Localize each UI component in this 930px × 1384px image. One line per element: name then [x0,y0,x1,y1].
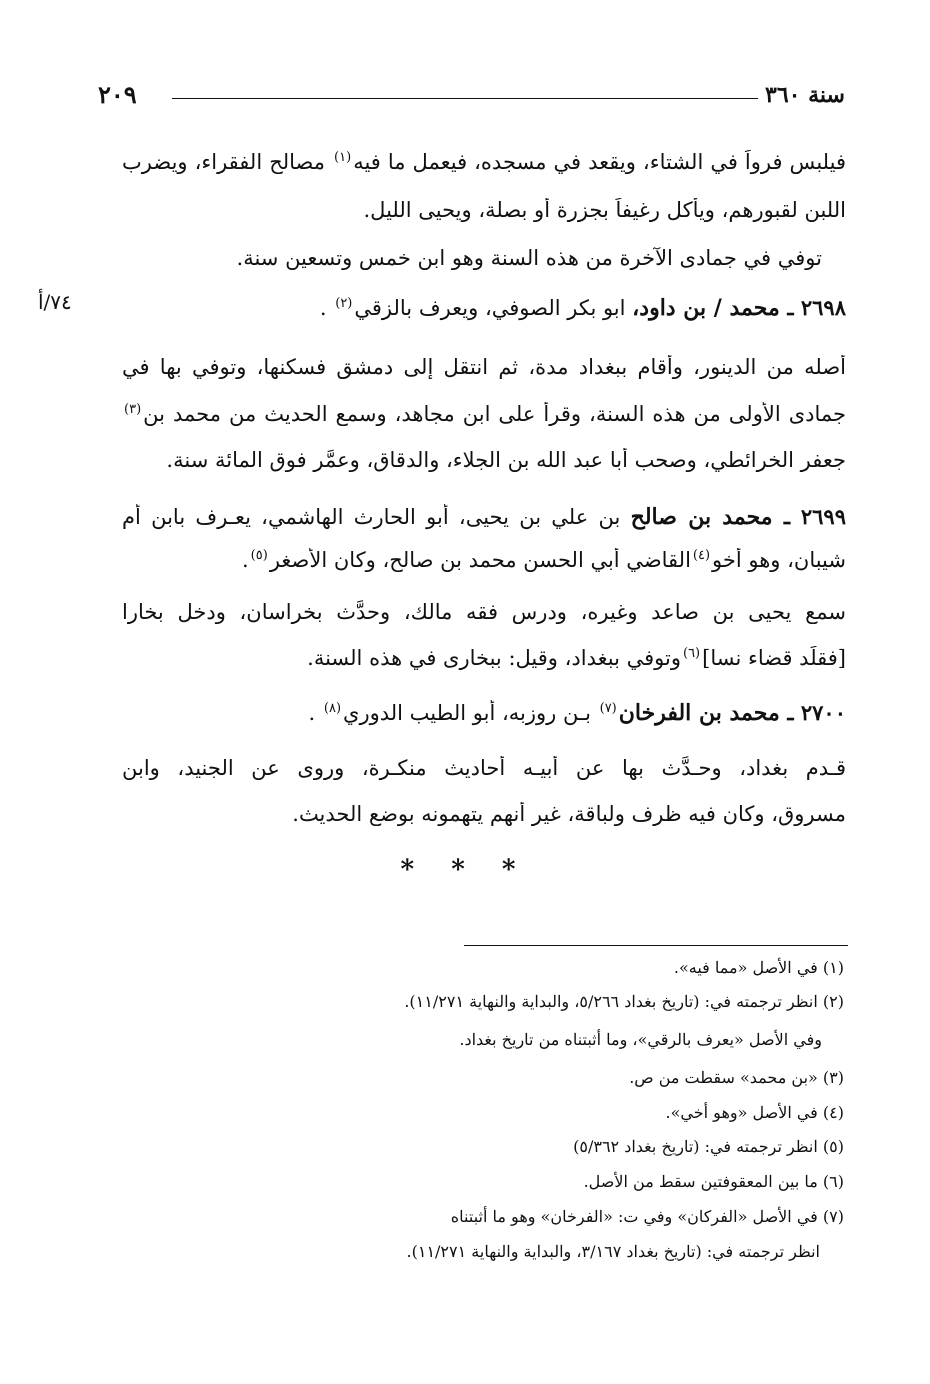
text-run: جمادى الأولى من هذه السنة، وقرأ على ابن مجاهد، وسمع الحديث من محمد بن [143,402,846,426]
text-run: القاضي أبي الحسن محمد بن صالح، وكان الأصغر [269,548,691,572]
footnote-3: (٣) «بن محمد» سقطت من ص. [629,1068,844,1087]
entry-number: ٢٦٩٩ ـ [783,504,846,529]
text-run: مصالح الفقراء، ويضرب [122,150,333,174]
text-run: شيبان، وهو أخو [712,548,846,572]
entry-name: محمد بن صالح [630,504,784,530]
footnote-1: (١) في الأصل «مما فيه». [673,958,844,977]
footnote-marker: (٣) [124,402,142,417]
footnote-6: (٦) ما بين المعقوفتين سقط من الأصل. [583,1172,844,1191]
footnote-7: (٧) في الأصل «الفركان» وفي ت: «الفرخان» وهو ما أثبتناه [450,1207,844,1226]
text-run: فيلبس فرواً في الشتاء، ويقعد في مسجده، فيعمل ما فيه [353,150,846,174]
text-line [122,402,846,426]
text-line [122,646,846,670]
footnote-marker: (٦) [682,646,701,661]
text-line: جعفر الخرائطي، وصحب أبا عبد الله بن الجلاء، والدقاق، وعمَّر فوق المائة سنة. [166,448,846,472]
entry-name: محمد بن الفرخان [618,700,788,726]
text-line [122,548,846,572]
text-run: ابو بكر الصوفي، ويعرف بالزقي [354,296,633,320]
header-rule [172,98,758,99]
footnote-marker: (٥) [250,548,268,563]
text-line: قـدم بغداد، وحـدَّث بها عن أبيـه أحاديث منكـرة، وروى عن الجنيد، وابن [122,756,846,780]
running-title: سنة ٣٦٠ [765,82,845,108]
text-run: . [308,701,322,725]
footnote-marker: (٨) [323,701,342,716]
entry-heading-2699 [122,504,846,530]
text-run: . [319,296,334,320]
entry-number: ٢٧٠٠ ـ [787,700,846,725]
text-run: وتوفي ببغداد، وقيل: ببخارى في هذه السنة. [307,646,681,670]
entry-number: ٢٦٩٨ ـ [787,295,846,320]
entry-heading-2698 [122,295,846,321]
margin-folio-note: ٧٤/أ [38,290,72,314]
footnote-marker: (١) [334,150,352,165]
text-line: توفي في جمادى الآخرة من هذه السنة وهو ابن خمس وتسعين سنة. [236,246,822,270]
footnote-marker: (٧) [599,701,617,716]
footnote-2: (٢) انظر ترجمته في: (تاريخ بغداد ٥/٢٦٦، والبداية والنهاية ١١/٢٧١). [404,992,844,1011]
entry-name: محمد / بن داود، [632,295,788,321]
page-number: ٢٠٩ [98,80,137,109]
footnote-marker: (٤) [692,548,711,563]
text-line: اللبن لقبورهم، ويأكل رغيفاً بجزرة أو بصلة، ويحيى الليل. [363,198,846,222]
footnote-5: (٥) انظر ترجمته في: (تاريخ بغداد ٥/٣٦٢) [573,1137,844,1156]
text-line [122,150,846,174]
footnote-4: (٤) في الأصل «وهو أخي». [665,1103,844,1122]
text-run: . [241,548,249,572]
text-run: [فقلِّد قضاء نسا] [702,646,846,670]
section-divider-stars: * * * [400,855,530,885]
entry-heading-2700 [122,700,846,726]
text-line: مسروق، وكان فيه ظرف ولباقة، غير أنهم يتهمونه بوضع الحديث. [292,802,846,826]
text-run: بـن روزبه، أبو الطيب الدوري [343,701,598,725]
footnote-rule [464,945,848,946]
text-run: بن علي بن يحيى، أبو الحارث الهاشمي، يعـرف بابن أم [122,505,631,529]
text-line: أصله من الدينور، وأقام ببغداد مدة، ثم انتقل إلى دمشق فسكنها، وتوفي بها في [122,355,846,379]
footnote-marker: (٢) [335,296,353,311]
footnote-7-continuation: انظر ترجمته في: (تاريخ بغداد ٣/١٦٧، والبداية والنهاية ١١/٢٧١). [406,1242,820,1261]
text-line: سمع يحيى بن صاعد وغيره، ودرس فقه مالك، وحدَّث بخراسان، ودخل بخارا [122,600,846,624]
footnote-2-continuation: وفي الأصل «يعرف بالرقي»، وما أثبتناه من تاريخ بغداد. [459,1030,822,1049]
